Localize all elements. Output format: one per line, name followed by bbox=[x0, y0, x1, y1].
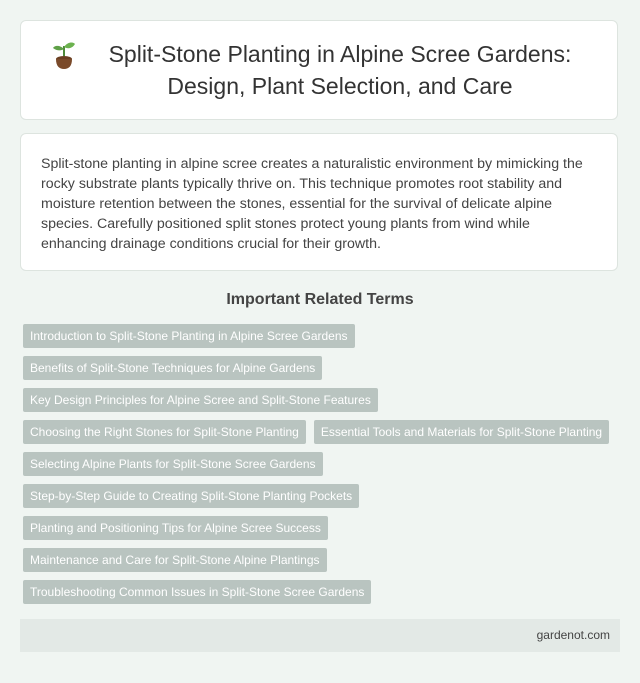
term-tag[interactable]: Maintenance and Care for Split-Stone Alpine Plantings bbox=[23, 548, 327, 572]
related-terms-list bbox=[23, 324, 623, 612]
term-tag[interactable]: Benefits of Split-Stone Techniques for Alpine Gardens bbox=[23, 356, 322, 380]
term-tag[interactable]: Step-by-Step Guide to Creating Split-Stone Planting Pockets bbox=[23, 484, 359, 508]
term-tag[interactable]: Key Design Principles for Alpine Scree and Split-Stone Features bbox=[23, 388, 378, 412]
term-row bbox=[23, 516, 623, 540]
term-tag[interactable]: Planting and Positioning Tips for Alpine Scree Success bbox=[23, 516, 328, 540]
footer bbox=[20, 619, 620, 652]
term-row bbox=[23, 420, 623, 444]
title-wrap bbox=[51, 38, 587, 102]
related-terms-heading: Important Related Terms bbox=[226, 291, 414, 308]
term-tag[interactable]: Essential Tools and Materials for Split-Stone Planting bbox=[314, 420, 609, 444]
term-row bbox=[23, 580, 623, 604]
term-row bbox=[23, 548, 623, 572]
description-text: Split-stone planting in alpine scree creates a naturalistic environment by mimicking the rocky substrate plants typically thrive on. This technique promotes root stability and moisture retention between the stones, essential for the survival of delicate alpine species. Carefully positioned split stones protect young plants from wind while enhancing drainage conditions crucial for their growth. bbox=[41, 156, 583, 252]
sprout-icon bbox=[51, 40, 77, 70]
term-tag[interactable]: Introduction to Split-Stone Planting in Alpine Scree Gardens bbox=[23, 324, 355, 348]
description-card bbox=[20, 133, 618, 271]
term-row bbox=[23, 324, 623, 348]
term-row bbox=[23, 388, 623, 412]
term-tag[interactable]: Selecting Alpine Plants for Split-Stone Scree Gardens bbox=[23, 452, 323, 476]
term-tag[interactable]: Choosing the Right Stones for Split-Stone Planting bbox=[23, 420, 306, 444]
footer-site-link[interactable]: gardenot.com bbox=[536, 628, 610, 642]
title-card bbox=[20, 20, 618, 120]
term-tag[interactable]: Troubleshooting Common Issues in Split-Stone Scree Gardens bbox=[23, 580, 371, 604]
term-row bbox=[23, 452, 623, 476]
page-title: Split-Stone Planting in Alpine Scree Gardens: Design, Plant Selection, and Care bbox=[108, 41, 572, 99]
term-row bbox=[23, 356, 623, 380]
term-row bbox=[23, 484, 623, 508]
